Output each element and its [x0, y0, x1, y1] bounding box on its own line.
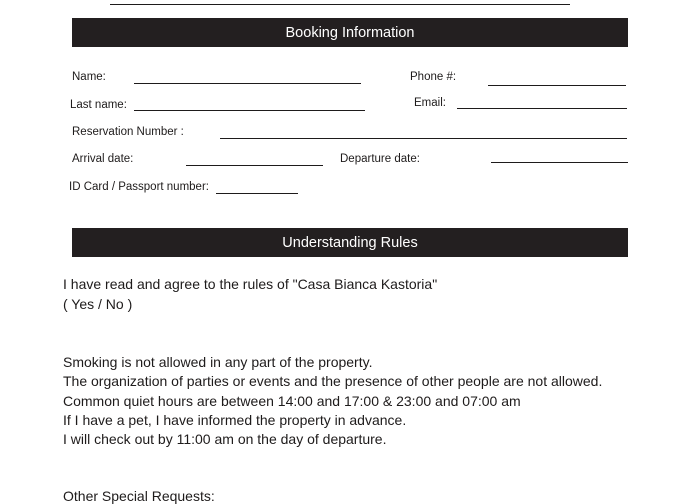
agree-statement: I have read and agree to the rules of "Casa Bianca Kastoria" [63, 276, 438, 292]
top-divider-line [110, 4, 570, 5]
phone-label: Phone #: [410, 71, 457, 83]
email-label: Email: [414, 97, 446, 109]
reservation-number-label: Reservation Number : [72, 126, 184, 138]
understanding-rules-title: Understanding Rules [282, 234, 418, 251]
booking-information-header [72, 18, 628, 47]
reservation-number-field[interactable] [220, 138, 627, 139]
id-passport-label: ID Card / Passport number: [69, 181, 209, 193]
departure-date-field[interactable] [491, 162, 628, 163]
name-field[interactable] [134, 83, 361, 84]
booking-information-title: Booking Information [285, 24, 415, 41]
last-name-field[interactable] [134, 110, 365, 111]
last-name-label: Last name: [70, 99, 127, 111]
rule-item: Smoking is not allowed in any part of the property. [63, 354, 373, 370]
arrival-date-label: Arrival date: [72, 153, 134, 165]
rule-item: I will check out by 11:00 am on the day of departure. [63, 431, 387, 447]
special-requests-label: Other Special Requests: [63, 488, 215, 504]
arrival-date-field[interactable] [186, 165, 323, 166]
email-field[interactable] [457, 108, 627, 109]
phone-field[interactable] [488, 85, 626, 86]
rule-item: The organization of parties or events and the presence of other people are not allowed. [63, 373, 603, 389]
yes-no-choice[interactable]: ( Yes / No ) [63, 296, 133, 312]
departure-date-label: Departure date: [340, 153, 420, 165]
rule-item: Common quiet hours are between 14:00 and 17:00 & 23:00 and 07:00 am [63, 393, 521, 409]
id-passport-field[interactable] [216, 193, 298, 194]
name-label: Name: [72, 71, 106, 83]
understanding-rules-header [72, 228, 628, 257]
rule-item: If I have a pet, I have informed the property in advance. [63, 412, 407, 428]
